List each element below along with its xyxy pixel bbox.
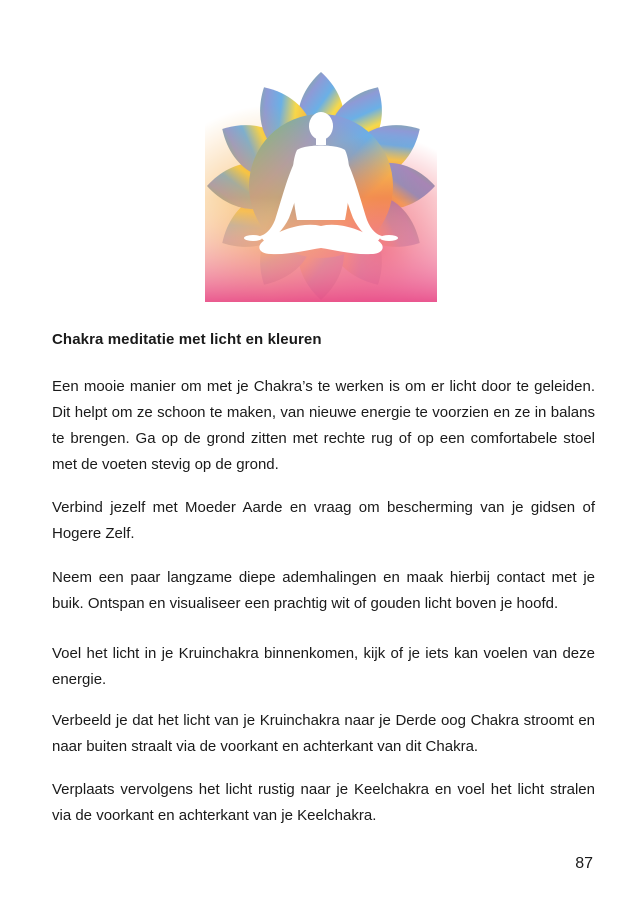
paragraph-connect-earth: Verbind jezelf met Moeder Aarde en vraag om bescherming van je gidsen of Hogere Zelf. [52, 499, 595, 542]
paragraph-third-eye: Verbeeld je dat het licht van je Kruinchakra naar je Derde oog Chakra stroomt en naar buiten straalt via de voorkant en achterkant van dit Chakra. [52, 712, 595, 755]
paragraph-crown-chakra: Voel het licht in je Kruinchakra binnenkomen, kijk of je iets kan voelen van deze energie. [52, 645, 595, 688]
lotus-meditation-logo [205, 70, 437, 302]
page-number: 87 [575, 855, 593, 872]
paragraph-throat-chakra: Verplaats vervolgens het licht rustig naar je Keelchakra en voel het licht stralen via de voorkant en achterkant van je Keelchakra. [52, 781, 595, 824]
paragraph-breathing: Neem een paar langzame diepe ademhalingen en maak hierbij contact met je buik. Ontspan en visualiseer een prachtig wit of gouden licht boven je hoofd. [52, 569, 595, 612]
paragraph-intro: Een mooie manier om met je Chakra’s te werken is om er licht door te geleiden. Dit helpt om ze schoon te maken, van nieuwe energie te voorzien en ze in balans te brengen. Ga op de grond zitten met rechte rug of op een comfortabele stoel met de voeten stevig op de grond. [52, 378, 595, 473]
section-heading: Chakra meditatie met licht en kleuren [52, 331, 322, 348]
